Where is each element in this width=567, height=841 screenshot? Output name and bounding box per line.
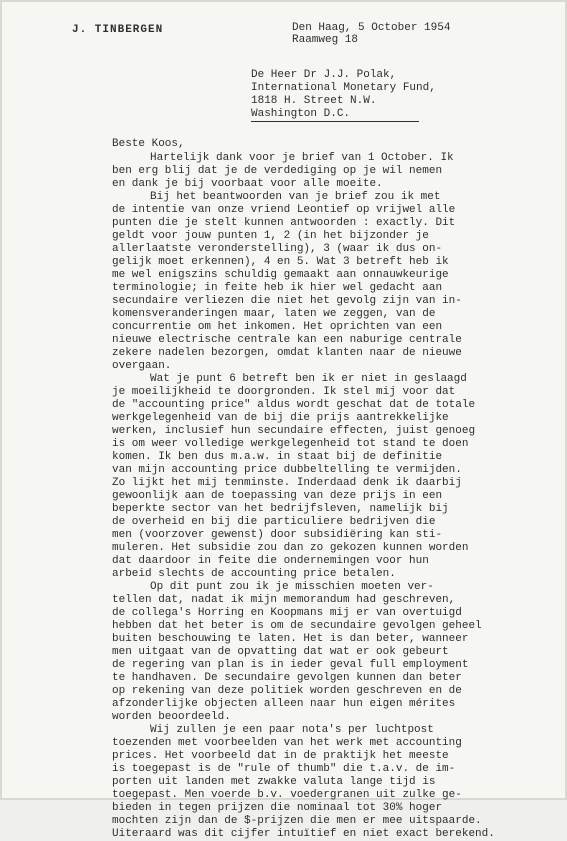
body-line: dat daardoor in feite die ondernemingen voor hun bbox=[112, 555, 429, 567]
body-line: nieuwe electrische centrale kan een naburige centrale bbox=[112, 334, 462, 346]
body-line: Wij zullen je een paar nota's per luchtpost bbox=[150, 724, 434, 736]
body-line: secundaire verliezen die niet het gevolg zijn van in- bbox=[112, 295, 462, 307]
address-line: International Monetary Fund, bbox=[251, 82, 436, 94]
body-paragraph bbox=[112, 373, 482, 581]
body-paragraph bbox=[112, 724, 495, 841]
body-line: gelijk moet erkennen), 4 en 5. Wat 3 betreft heb ik bbox=[112, 256, 449, 268]
body-line: de collega's Horring en Koopmans mij er van overtuigd bbox=[112, 607, 462, 619]
body-line: me wel enigszins schuldig gemaakt aan onnauwkeurige bbox=[112, 269, 449, 281]
body-line: muleren. Het subsidie zou dan zo gekozen kunnen worden bbox=[112, 542, 469, 554]
body-line: allerlaatste veronderstelling), 3 (waar ik dus on- bbox=[112, 243, 443, 255]
body-line: komen. Ik ben dus m.a.w. in staat bij de definitie bbox=[112, 451, 443, 463]
body-line: de overheid en bij die particuliere bedrijven die bbox=[112, 516, 436, 528]
date-block bbox=[292, 22, 450, 46]
body-line: en dank je bij voorbaat voor alle moeite. bbox=[112, 178, 383, 190]
body-line: worden beoordeeld. bbox=[112, 711, 231, 723]
body-line: bieden in tegen prijzen die nominaal tot 30% hoger bbox=[112, 802, 443, 814]
body-line: is toegepast is de "rule of thumb" die t.a.v. de im- bbox=[112, 763, 456, 775]
address-line: Washington D.C. bbox=[251, 108, 419, 122]
body-line: Uiteraard was dit cijfer intuïtief en niet exact berekend. bbox=[112, 828, 495, 840]
address-line: 1818 H. Street N.W. bbox=[251, 95, 377, 107]
body-line: geldt voor jouw punten 1, 2 (in het bijzonder je bbox=[112, 230, 429, 242]
body-line: Zo lijkt het mij tenminste. Inderdaad denk ik daarbij bbox=[112, 477, 462, 489]
body-line: de intentie van onze vriend Leontief op vrijwel alle bbox=[112, 204, 456, 216]
body-line: punten die je stelt kunnen antwoorden : exactly. Dit bbox=[112, 217, 456, 229]
body-line: ben erg blij dat je de verdediging op je wil nemen bbox=[112, 165, 443, 177]
body-line: buiten beschouwing te laten. Het is dan beter, wanneer bbox=[112, 633, 469, 645]
body-line: afzonderlijke objecten alleen naar hun eigen mérites bbox=[112, 698, 456, 710]
address-line: De Heer Dr J.J. Polak, bbox=[251, 69, 397, 81]
body-line: porten uit landen met zwakke valuta lange tijd is bbox=[112, 776, 436, 788]
body-line: gewoonlijk aan de toepassing van deze prijs in een bbox=[112, 490, 443, 502]
salutation: Beste Koos, bbox=[112, 138, 185, 150]
recipient-address bbox=[251, 69, 436, 122]
body-line: arbeid slechts de accounting price betalen. bbox=[112, 568, 396, 580]
body-paragraph bbox=[112, 152, 482, 191]
body-line: Hartelijk dank voor je brief van 1 October. Ik bbox=[150, 152, 454, 164]
body-line: hebben dat het beter is om de secundaire gevolgen geheel bbox=[112, 620, 482, 632]
body-line: je moeilijkheid te doorgronden. Ik stel mij voor dat bbox=[112, 386, 456, 398]
body-line: concurrentie om het inkomen. Het oprichten van een bbox=[112, 321, 443, 333]
body-line: de regering van plan is in ieder geval full employment bbox=[112, 659, 469, 671]
street-line: Raamweg 18 bbox=[292, 34, 359, 46]
body-line: is om weer volledige werkgelegenheid tot stand te doen bbox=[112, 438, 469, 450]
body-line: werkgelegenheid van de bij die prijs aantrekkelijke bbox=[112, 412, 449, 424]
body-paragraph bbox=[112, 191, 482, 373]
body-line: overgaan. bbox=[112, 360, 172, 372]
body-line: toegepast. Men voerde b.v. voedergranen uit zulke ge- bbox=[112, 789, 462, 801]
body-line: mochten zijn dan de $-prijzen die men er mee uitspaarde. bbox=[112, 815, 482, 827]
body-line: prices. Het voorbeeld dat in de praktijk het meeste bbox=[112, 750, 449, 762]
body-line: komensveranderingen maar, laten we zeggen, van de bbox=[112, 308, 436, 320]
body-line: zekere nadelen bezorgen, omdat klanten naar de nieuwe bbox=[112, 347, 462, 359]
body-line: werken, inclusief hun secundaire effecten, juist genoeg bbox=[112, 425, 476, 437]
letter-body bbox=[112, 152, 495, 841]
body-line: van mijn accounting price dubbeltelling te vermijden. bbox=[112, 464, 462, 476]
body-line: de "accounting price" aldus wordt geschat dat de totale bbox=[112, 399, 476, 411]
body-line: terminologie; in feite heb ik hier wel gedacht aan bbox=[112, 282, 443, 294]
body-line: Wat je punt 6 betreft ben ik er niet in geslaagd bbox=[150, 373, 467, 385]
body-line: beperkte sector van het bedrijfsleven, namelijk bij bbox=[112, 503, 449, 515]
body-line: men (voorzover gewenst) door subsidiëring kan sti- bbox=[112, 529, 443, 541]
body-line: te handhaven. De secundaire gevolgen kunnen dan beter bbox=[112, 672, 462, 684]
body-line: tellen dat, nadat ik mijn memorandum had geschreven, bbox=[112, 594, 456, 606]
body-line: toezenden met voorbeelden van het werk met accounting bbox=[112, 737, 462, 749]
body-line: Op dit punt zou ik je misschien moeten ver- bbox=[150, 581, 434, 593]
body-paragraph bbox=[112, 581, 482, 724]
body-line: men uitgaat van de opvatting dat wat er ook gebeurt bbox=[112, 646, 449, 658]
date-line: Den Haag, 5 October 1954 bbox=[292, 22, 451, 34]
body-line: op rekening van deze politiek worden geschreven en de bbox=[112, 685, 462, 697]
sender-name: J. TINBERGEN bbox=[72, 24, 164, 36]
body-line: Bij het beantwoorden van je brief zou ik met bbox=[150, 191, 441, 203]
